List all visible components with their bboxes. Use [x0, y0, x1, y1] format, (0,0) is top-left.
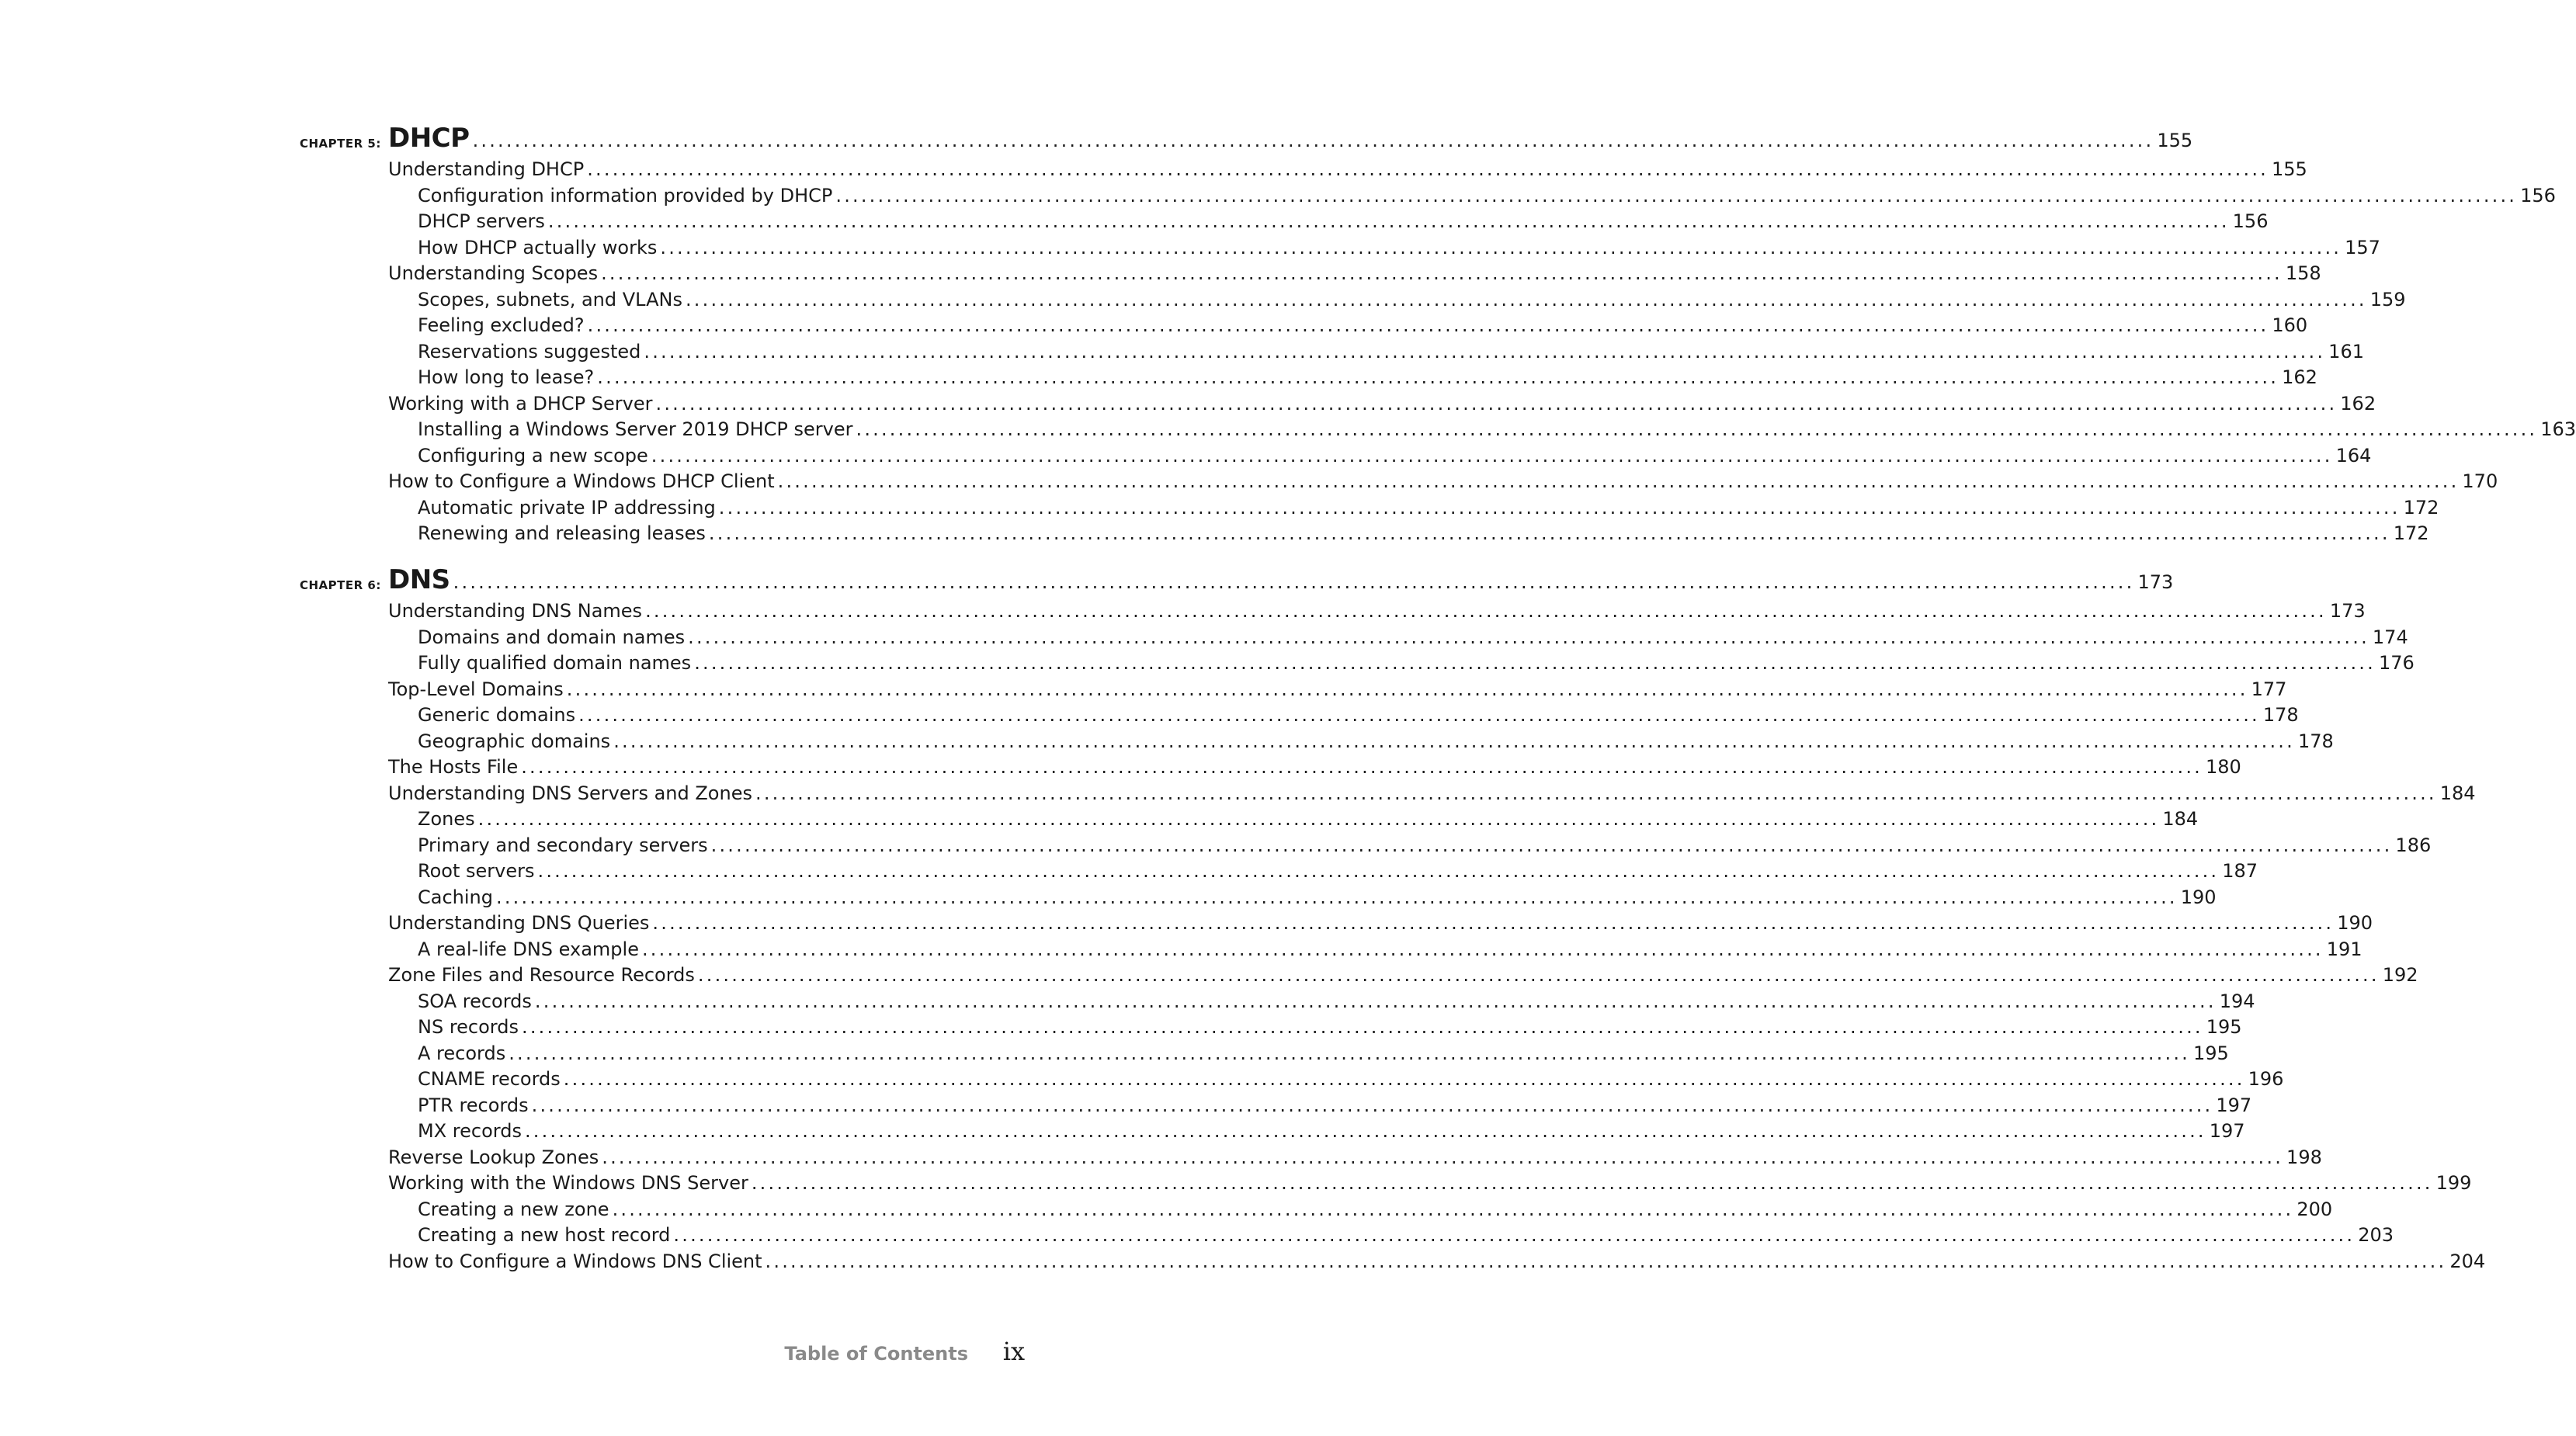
toc-entry-title: Domains and domain names	[418, 626, 686, 648]
dot-leader: ........................................................................................................................................................................................................	[697, 964, 2380, 986]
toc-entry-title: Reverse Lookup Zones	[388, 1146, 599, 1168]
toc-section-row[interactable]	[388, 1172, 2472, 1194]
dot-leader: ........................................................................................................................................................................................................	[685, 288, 2367, 310]
dot-leader: ........................................................................................................................................................................................................	[856, 418, 2538, 440]
toc-entry-page: 162	[2340, 392, 2376, 414]
dot-leader: ........................................................................................................................................................................................................	[612, 1198, 2294, 1220]
dot-leader: ........................................................................................................................................................................................................	[755, 782, 2437, 804]
toc-entry-title: A records	[418, 1042, 506, 1064]
toc-entry-title: How to Configure a Windows DHCP Client	[388, 470, 775, 492]
toc-entry-title: DNS	[388, 564, 450, 595]
toc-entry-title: MX records	[418, 1120, 522, 1142]
toc-subsection-row[interactable]	[418, 366, 2317, 388]
toc-entry-page: 197	[2216, 1094, 2252, 1116]
toc-entry-page: 161	[2328, 340, 2364, 362]
toc-entry-page: 180	[2205, 756, 2241, 778]
dot-leader: ........................................................................................................................................................................................................	[688, 626, 2369, 648]
toc-entry-page: 204	[2449, 1250, 2486, 1272]
toc-entry-page: 199	[2435, 1172, 2472, 1194]
toc-entry-title: NS records	[418, 1016, 519, 1038]
dot-leader: ........................................................................................................................................................................................................	[641, 938, 2324, 960]
toc-entry-title: How long to lease?	[418, 366, 595, 388]
toc-entry-title: Creating a new host record	[418, 1224, 671, 1246]
toc-subsection-row[interactable]	[418, 886, 2217, 908]
dot-leader: ........................................................................................................................................................................................................	[602, 1146, 2284, 1168]
toc-entry-title: Generic domains	[418, 704, 576, 726]
dot-leader: ........................................................................................................................................................................................................	[613, 730, 2295, 752]
dot-leader: ........................................................................................................................................................................................................	[477, 808, 2160, 830]
toc-subsection-row[interactable]	[418, 834, 2432, 856]
toc-entry-page: 155	[2157, 130, 2193, 151]
chapter-label: CHAPTER 5:	[300, 137, 381, 151]
dot-leader: ........................................................................................................................................................................................................	[651, 444, 2333, 467]
toc-subsection-row[interactable]	[418, 730, 2334, 752]
toc-entry-title: Feeling excluded?	[418, 314, 585, 336]
toc-entry-title: A real-life DNS example	[418, 938, 639, 960]
dot-leader: ........................................................................................................................................................................................................	[566, 678, 2248, 700]
dot-leader: ........................................................................................................................................................................................................	[718, 496, 2401, 519]
toc-entry-page: 172	[2393, 522, 2429, 544]
toc-entry-page: 174	[2372, 626, 2408, 648]
toc-section-row[interactable]	[388, 1146, 2322, 1168]
toc-subsection-row[interactable]	[418, 314, 2308, 336]
toc-subsection-row[interactable]	[418, 652, 2415, 674]
toc-subsection-row[interactable]	[418, 1198, 2333, 1220]
dot-leader: ........................................................................................................................................................................................................	[708, 522, 2390, 544]
toc-subsection-row[interactable]	[418, 1120, 2245, 1142]
toc-subsection-row[interactable]	[418, 990, 2255, 1012]
toc-entry-page: 159	[2369, 288, 2406, 310]
toc-entry-title: The Hosts File	[388, 756, 519, 778]
toc-entry-title: Understanding DNS Queries	[388, 912, 650, 934]
dot-leader: ........................................................................................................................................................................................................	[531, 1094, 2213, 1116]
toc-entry-title: Scopes, subnets, and VLANs	[418, 288, 682, 310]
toc-section-row[interactable]	[388, 782, 2476, 804]
dot-leader: ........................................................................................................................................................................................................	[453, 571, 2135, 593]
toc-entry-page: 173	[2137, 571, 2174, 593]
toc-entry-title: Primary and secondary servers	[418, 834, 708, 856]
toc-section-row[interactable]	[388, 262, 2321, 284]
toc-entry-page: 172	[2403, 496, 2439, 519]
toc-entry-page: 170	[2462, 470, 2498, 492]
toc-subsection-row[interactable]	[418, 860, 2258, 882]
dot-leader: ........................................................................................................................................................................................................	[578, 704, 2260, 726]
toc-section-row[interactable]	[388, 470, 2498, 492]
toc-subsection-row[interactable]	[418, 210, 2269, 232]
dot-leader: ........................................................................................................................................................................................................	[597, 366, 2279, 388]
toc-entry-page: 195	[2206, 1016, 2242, 1038]
toc-subsection-row[interactable]	[418, 1094, 2252, 1116]
dot-leader: ........................................................................................................................................................................................................	[660, 236, 2342, 258]
toc-entry-page: 192	[2382, 964, 2418, 986]
toc-entry-page: 156	[2520, 184, 2556, 206]
chapter-label: CHAPTER 6:	[300, 578, 381, 592]
toc-entry-title: CNAME records	[418, 1068, 561, 1090]
page-number: ix	[1002, 1337, 1025, 1366]
toc-subsection-row[interactable]	[418, 1042, 2229, 1064]
toc-entry-title: Renewing and releasing leases	[418, 522, 706, 544]
dot-leader: ........................................................................................................................................................................................................	[521, 756, 2203, 778]
toc-entry-title: Configuring a new scope	[418, 444, 648, 467]
dot-leader: ........................................................................................................................................................................................................	[645, 600, 2327, 622]
toc-section-row[interactable]	[388, 392, 2376, 414]
toc-section-row[interactable]	[388, 1250, 2486, 1272]
toc-entry-page: 184	[2162, 808, 2199, 830]
toc-entry-title: Automatic private IP addressing	[418, 496, 716, 519]
toc-subsection-row[interactable]	[418, 184, 2556, 206]
toc-entry-title: PTR records	[418, 1094, 529, 1116]
toc-entry-page: 156	[2232, 210, 2269, 232]
dot-leader: ........................................................................................................................................................................................................	[534, 990, 2217, 1012]
toc-entry-page: 187	[2222, 860, 2258, 882]
toc-entry-page: 186	[2395, 834, 2432, 856]
toc-entry-page: 198	[2286, 1146, 2322, 1168]
toc-section-row[interactable]	[388, 964, 2418, 986]
toc-entry-title: Geographic domains	[418, 730, 611, 752]
toc-entry-title: SOA records	[418, 990, 532, 1012]
dot-leader: ........................................................................................................................................................................................................	[777, 470, 2460, 492]
toc-entry-page: 177	[2251, 678, 2287, 700]
toc-entry-title: Reservations suggested	[418, 340, 641, 362]
toc-entry-page: 203	[2358, 1224, 2394, 1246]
dot-leader: ........................................................................................................................................................................................................	[587, 314, 2269, 336]
dot-leader: ........................................................................................................................................................................................................	[644, 340, 2326, 362]
toc-entry-page: 196	[2248, 1068, 2284, 1090]
running-footer-label: Table of Contents	[784, 1343, 968, 1365]
toc-entry-page: 155	[2272, 158, 2307, 180]
dot-leader: ........................................................................................................................................................................................................	[537, 860, 2220, 882]
toc-entry-page: 176	[2378, 652, 2415, 674]
toc-entry-title: Working with the Windows DNS Server	[388, 1172, 748, 1194]
dot-leader: ........................................................................................................................................................................................................	[835, 184, 2518, 206]
toc-subsection-row[interactable]	[418, 340, 2364, 362]
dot-leader: ........................................................................................................................................................................................................	[495, 886, 2178, 908]
toc-entry-page: 163	[2540, 418, 2576, 440]
toc-entry-page: 160	[2272, 314, 2308, 336]
toc-subsection-row[interactable]	[418, 418, 2576, 440]
toc-entry-title: DHCP servers	[418, 210, 545, 232]
toc-entry-title: Root servers	[418, 860, 535, 882]
toc-entry-title: Understanding DNS Names	[388, 600, 643, 622]
toc-subsection-row[interactable]	[418, 444, 2372, 467]
toc-section-row[interactable]	[388, 756, 2241, 778]
chapter-heading-row[interactable]	[388, 564, 2174, 595]
dot-leader: ........................................................................................................................................................................................................	[694, 652, 2376, 674]
toc-subsection-row[interactable]	[418, 496, 2439, 519]
toc-entry-title: Zone Files and Resource Records	[388, 964, 695, 986]
dot-leader: ........................................................................................................................................................................................................	[751, 1172, 2433, 1194]
dot-leader: ........................................................................................................................................................................................................	[673, 1224, 2356, 1246]
toc-entry-page: 191	[2326, 938, 2362, 960]
toc-subsection-row[interactable]	[418, 288, 2406, 310]
toc-entry-title: Working with a DHCP Server	[388, 392, 653, 414]
toc-subsection-row[interactable]	[418, 1224, 2394, 1246]
dot-leader: ........................................................................................................................................................................................................	[547, 210, 2230, 232]
toc-entry-title: Understanding Scopes	[388, 262, 599, 284]
toc-subsection-row[interactable]	[418, 938, 2362, 960]
toc-section-row[interactable]	[388, 678, 2287, 700]
toc-entry-title: How to Configure a Windows DNS Client	[388, 1250, 762, 1272]
dot-leader: ........................................................................................................................................................................................................	[472, 130, 2154, 151]
toc-entry-page: 164	[2335, 444, 2372, 467]
toc-entry-page: 200	[2297, 1198, 2333, 1220]
toc-entry-page: 197	[2209, 1120, 2245, 1142]
toc-entry-page: 194	[2219, 990, 2255, 1012]
toc-entry-page: 190	[2337, 912, 2373, 934]
toc-subsection-row[interactable]	[418, 704, 2299, 726]
toc-entry-title: Top-Level Domains	[388, 678, 564, 700]
toc-section-row[interactable]	[388, 158, 2307, 180]
toc-entry-page: 195	[2193, 1042, 2229, 1064]
toc-entry-title: Configuration information provided by DHCP	[418, 184, 833, 206]
dot-leader: ........................................................................................................................................................................................................	[509, 1042, 2190, 1064]
toc-entry-title: Caching	[418, 886, 493, 908]
toc-subsection-row[interactable]	[418, 1016, 2242, 1038]
toc-entry-page: 184	[2439, 782, 2476, 804]
toc-entry-title: Understanding DHCP	[388, 158, 585, 180]
dot-leader: ........................................................................................................................................................................................................	[524, 1120, 2206, 1142]
toc-entry-title: Zones	[418, 808, 475, 830]
toc-entry-page: 158	[2285, 262, 2321, 284]
dot-leader: ........................................................................................................................................................................................................	[765, 1250, 2447, 1272]
toc-subsection-row[interactable]	[418, 236, 2380, 258]
toc-section-row[interactable]	[388, 600, 2366, 622]
toc-subsection-row[interactable]	[418, 522, 2429, 544]
toc-entry-page: 157	[2345, 236, 2380, 258]
toc-entry-page: 162	[2282, 366, 2317, 388]
dot-leader: ........................................................................................................................................................................................................	[710, 834, 2393, 856]
toc-subsection-row[interactable]	[418, 1068, 2284, 1090]
toc-entry-title: Installing a Windows Server 2019 DHCP server	[418, 418, 853, 440]
dot-leader: ........................................................................................................................................................................................................	[587, 158, 2269, 180]
dot-leader: ........................................................................................................................................................................................................	[521, 1016, 2203, 1038]
toc-entry-page: 173	[2329, 600, 2366, 622]
chapter-heading-row[interactable]	[388, 123, 2193, 154]
toc-section-row[interactable]	[388, 912, 2373, 934]
toc-entry-title: Understanding DNS Servers and Zones	[388, 782, 752, 804]
toc-entry-page: 178	[2262, 704, 2299, 726]
toc-subsection-row[interactable]	[418, 626, 2408, 648]
toc-subsection-row[interactable]	[418, 808, 2199, 830]
dot-leader: ........................................................................................................................................................................................................	[655, 392, 2338, 414]
toc-entry-title: DHCP	[388, 123, 470, 154]
dot-leader: ........................................................................................................................................................................................................	[601, 262, 2283, 284]
dot-leader: ........................................................................................................................................................................................................	[563, 1068, 2245, 1090]
dot-leader: ........................................................................................................................................................................................................	[652, 912, 2335, 934]
toc-entry-page: 190	[2180, 886, 2217, 908]
toc-entry-title: Fully qualified domain names	[418, 652, 692, 674]
toc-entry-title: Creating a new zone	[418, 1198, 609, 1220]
toc-entry-title: How DHCP actually works	[418, 236, 658, 258]
toc-entry-page: 178	[2297, 730, 2334, 752]
